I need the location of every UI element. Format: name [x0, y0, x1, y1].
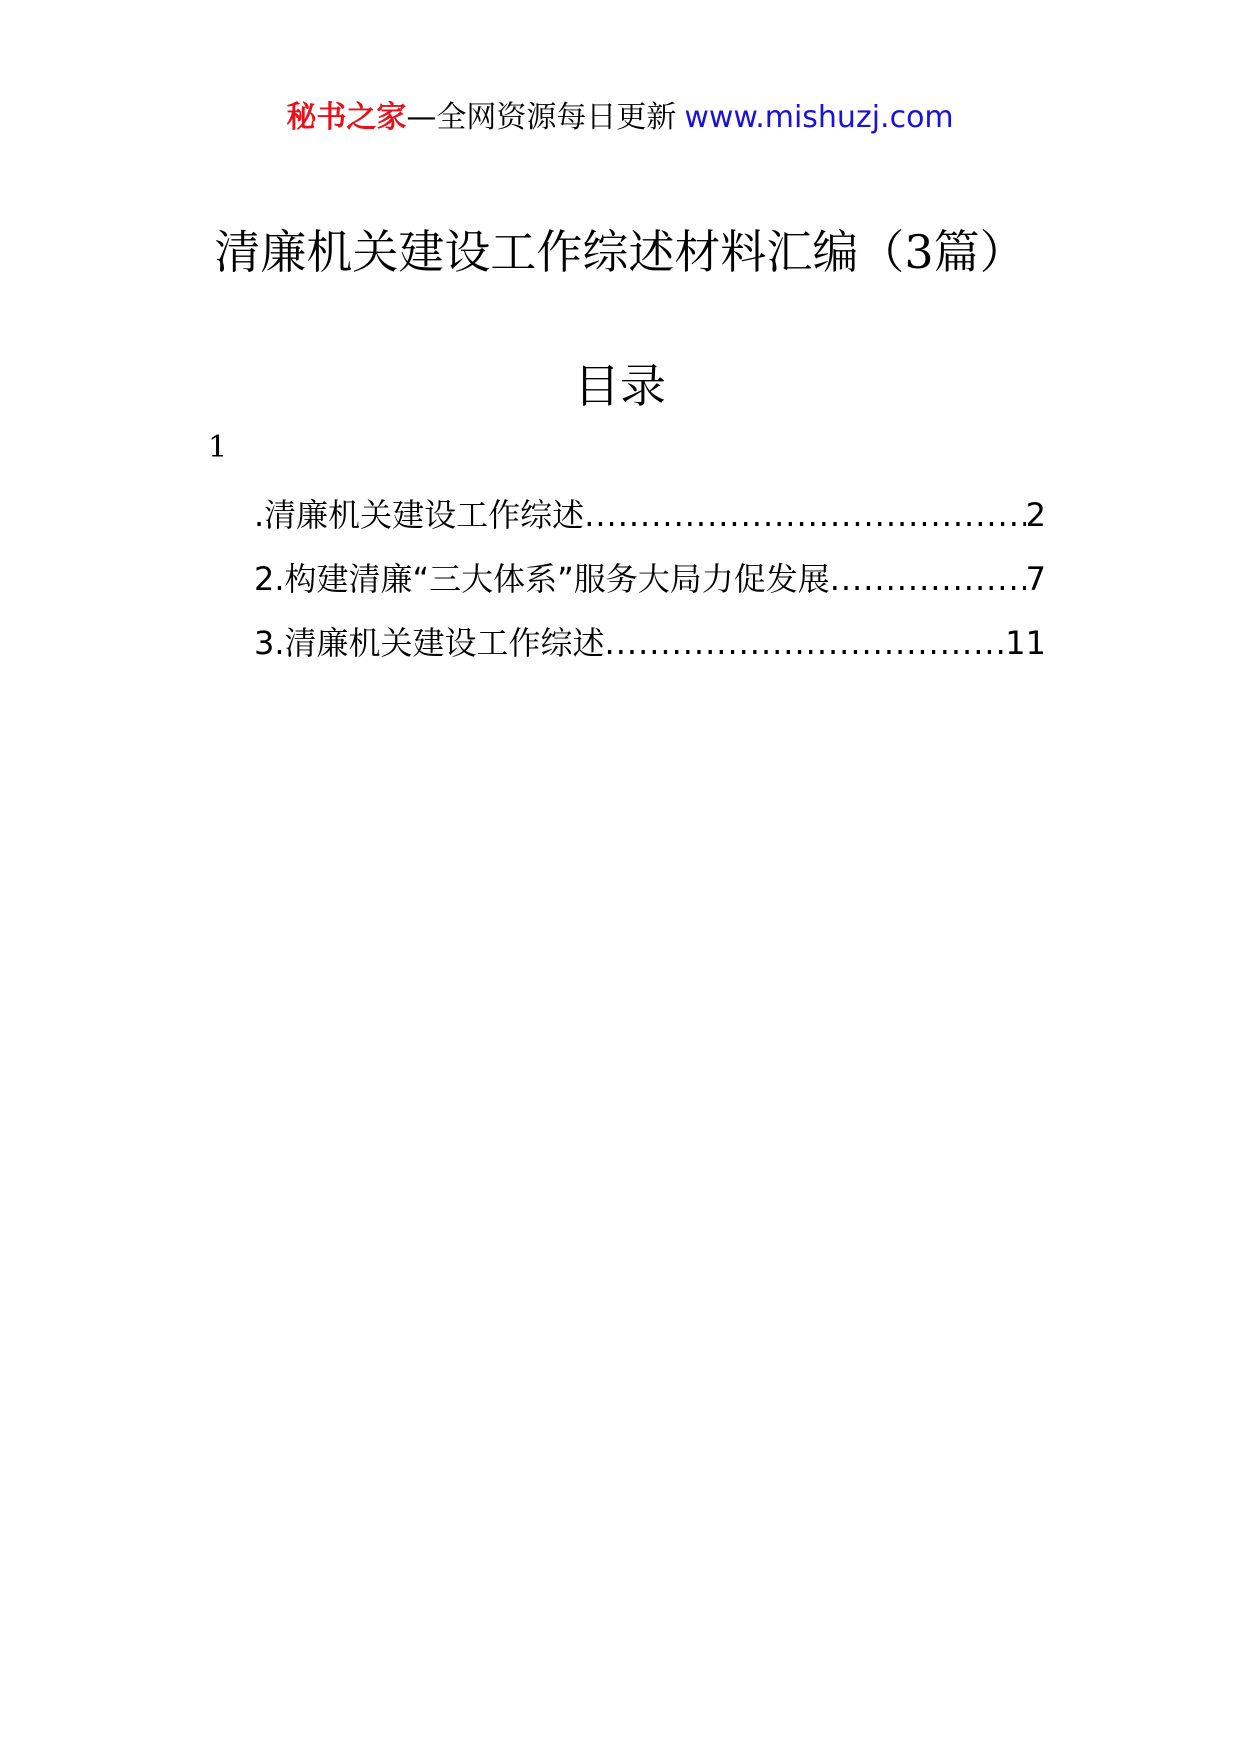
toc-entry-3[interactable]: [254, 618, 1046, 682]
toc-entry-title: 3.清廉机关建设工作综述: [254, 624, 605, 662]
toc-dot-leader: [584, 490, 1025, 540]
toc-dot-leader: [830, 554, 1026, 604]
document-title: [0, 222, 1240, 282]
title-text: 清廉机关建设工作综述材料汇编（: [214, 225, 905, 279]
site-url-link[interactable]: www.mishuzj.com: [684, 100, 954, 135]
brand-name: 秘书之家: [286, 100, 407, 135]
page-number-marker: 1: [208, 430, 228, 465]
toc-entry-1[interactable]: [254, 490, 1046, 554]
title-suffix: 篇）: [933, 225, 1026, 279]
toc-heading: 目录: [574, 359, 666, 413]
title-count: 3: [904, 225, 934, 279]
toc-dot-leader: [605, 618, 1006, 668]
site-header: [0, 98, 1240, 138]
toc-entry-2[interactable]: [254, 554, 1046, 618]
header-tagline: —全网资源每日更新: [406, 100, 677, 135]
toc-entry-page: 2: [1025, 496, 1046, 534]
toc-entry-title: 2.构建清廉“三大体系”服务大局力促发展: [254, 560, 830, 598]
table-of-contents: [254, 490, 1046, 682]
toc-entry-page: 7: [1025, 560, 1046, 598]
toc-entry-page: 11: [1005, 624, 1046, 662]
toc-entry-title: .清廉机关建设工作综述: [254, 496, 585, 534]
